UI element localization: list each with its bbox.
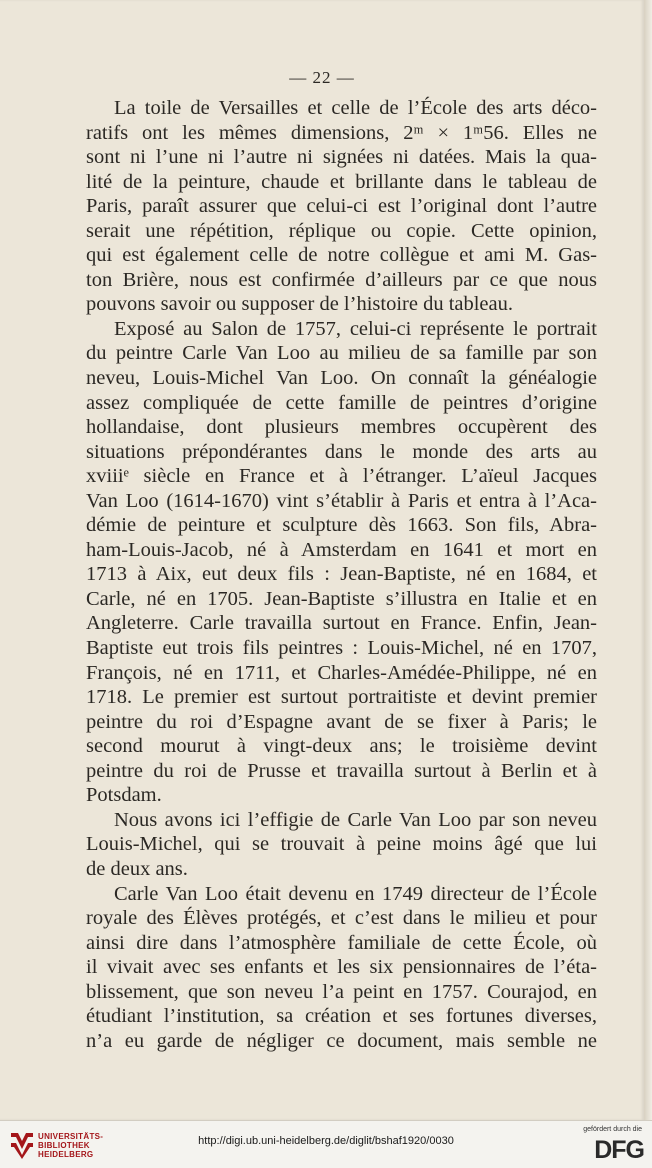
text-line: assez compliquée de cette famille de peintres d’origine <box>86 391 597 414</box>
sponsor-label: gefördert durch die <box>583 1126 642 1133</box>
text-line: Van Loo (1614-1670) vint s’établir à Paris et entra à l’Aca- <box>86 489 597 512</box>
text-line: qui est également celle de notre collègue et ami M. Gas- <box>86 244 597 267</box>
text-line: lité de la peinture, chaude et brillante dans le tableau de <box>86 170 597 193</box>
text-line: Paris, paraît assurer que celui-ci est l’original dont l’autre <box>86 195 597 218</box>
text-line: n’a eu garde de négliger ce document, mais semble ne <box>86 1029 597 1052</box>
library-name-line: BIBLIOTHEK <box>38 1141 90 1150</box>
text-line: Baptiste eut trois fils peintres : Louis-Michel, né en 1707, <box>86 637 597 660</box>
text-line: Potsdam. <box>86 784 162 807</box>
text-line: royale des Élèves protégés, et c’est dans le milieu et pour <box>86 907 597 930</box>
text-line: peintre du roi de Prusse et travailla surtout à Berlin et à <box>86 759 597 782</box>
text-line: ham-Louis-Jacob, né à Amsterdam en 1641 et mort en <box>86 538 597 561</box>
text-line: il vivait avec ses enfants et les six pensionnaires de l’éta- <box>86 956 597 979</box>
text-line: Louis-Michel, qui se trouvait à peine moins âgé que lui <box>86 833 597 856</box>
text-line: François, né en 1711, et Charles-Amédée-Philippe, né en <box>86 661 597 684</box>
text-line: peintre du roi d’Espagne avant de se fixer à Paris; le <box>86 710 597 733</box>
text-line: situations prépondérantes dans le monde des arts au <box>86 440 597 463</box>
text-line: sont ni l’une ni l’autre ni signées ni datées. Mais la qua- <box>86 146 597 169</box>
dfg-logo[interactable]: DFG <box>594 1136 644 1164</box>
text-line: étudiant l’institution, sa création et ses fortunes diverses, <box>86 1005 597 1028</box>
text-line: du peintre Carle Van Loo au milieu de sa famille par son <box>86 342 597 365</box>
text-line: Nous avons ici l’effigie de Carle Van Loo par son neveu <box>114 808 597 831</box>
text-line: pouvons savoir ou supposer de l’histoire du tableau. <box>86 293 514 316</box>
text-line: ratifs ont les mêmes dimensions, 2ᵐ × 1ᵐ56. Elles ne <box>86 121 597 144</box>
text-line: Carle Van Loo était devenu en 1749 directeur de l’École <box>114 882 597 905</box>
text-line: ton Brière, nous est confirmée d’ailleurs par ce que nous <box>86 268 597 291</box>
text-line: serait une répétition, réplique ou copie. Cette opinion, <box>86 219 597 242</box>
text-line: Angleterre. Carle travailla surtout en France. Enfin, Jean- <box>86 612 597 635</box>
text-line: de deux ans. <box>86 857 188 880</box>
text-line: hollandaise, dont plusieurs membres occupèrent des <box>86 416 597 439</box>
text-line: La toile de Versailles et celle de l’École des arts déco- <box>114 97 597 119</box>
text-line: xviiiᵉ siècle en France et à l’étranger. L’aïeul Jacques <box>86 465 597 488</box>
page-edge <box>644 0 652 1120</box>
text-line: neveu, Louis-Michel Van Loo. On connaît la généalogie <box>86 367 597 390</box>
page-number: — 22 — <box>289 68 355 87</box>
body-text <box>86 96 597 1053</box>
permalink-url[interactable]: http://digi.ub.uni-heidelberg.de/diglit/bshaf1920/0030 <box>198 1135 454 1147</box>
text-line: Carle, né en 1705. Jean-Baptiste s’illustra en Italie et en <box>86 587 597 610</box>
text-line: Exposé au Salon de 1757, celui-ci représente le portrait <box>114 317 597 340</box>
text-line: ainsi dire dans l’atmosphère familiale de cette École, où <box>86 931 597 954</box>
text-line: second mourut à vingt-deux ans; le troisième devint <box>86 735 597 758</box>
text-line: blissement, que son neveu l’a peint en 1757. Courajod, en <box>86 980 597 1003</box>
text-line: 1718. Le premier est surtout portraitiste et devint premier <box>86 686 597 709</box>
library-name-line: UNIVERSITÄTS- <box>38 1132 104 1141</box>
text-line: démie de peinture et sculpture dès 1663. Son fils, Abra- <box>86 514 597 537</box>
library-name-line: HEIDELBERG <box>38 1150 94 1159</box>
viewer-footer <box>0 1120 652 1168</box>
text-line: 1713 à Aix, eut deux fils : Jean-Baptiste, né en 1684, et <box>86 563 597 586</box>
